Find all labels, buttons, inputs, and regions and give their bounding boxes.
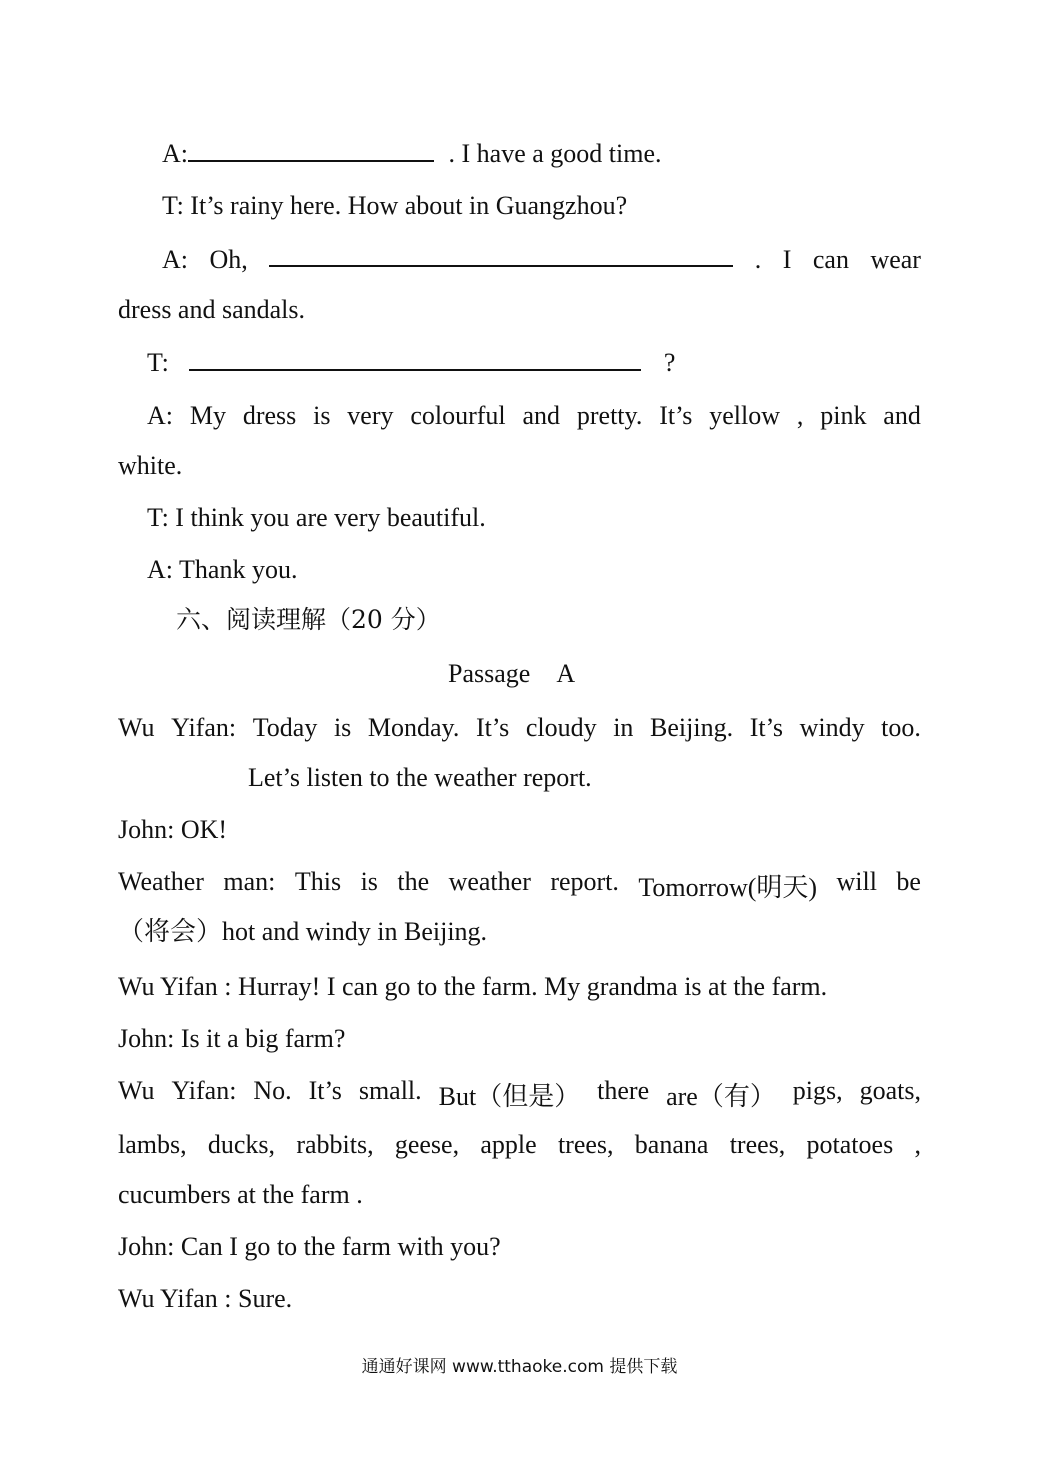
word: weather	[448, 867, 531, 896]
word: too.	[881, 713, 921, 742]
word: Beijing.	[650, 713, 734, 742]
word: Today	[252, 713, 318, 742]
passage-line-1	[118, 713, 921, 743]
word: Yifan:	[171, 1076, 237, 1105]
word: apple	[480, 1130, 537, 1159]
passage-line-7: John: Can I go to the farm with you?	[118, 1232, 501, 1261]
word: A:	[162, 245, 188, 274]
word: colourful	[410, 401, 506, 430]
word: .	[754, 245, 762, 274]
dialogue-line-7: A: Thank you.	[147, 555, 298, 584]
word: It’s	[308, 1076, 342, 1105]
passage-line-3	[118, 867, 921, 904]
word: Yifan:	[171, 713, 237, 742]
word: trees,	[729, 1130, 786, 1159]
passage-line-6-continued: cucumbers at the farm .	[118, 1180, 363, 1209]
word: small.	[358, 1076, 422, 1105]
dialogue-line-1	[162, 140, 662, 167]
word: Wu	[118, 713, 155, 742]
word: will	[836, 867, 877, 896]
passage-line-8: Wu Yifan : Sure.	[118, 1284, 293, 1313]
dialogue-line-4	[147, 349, 675, 376]
passage-line-6	[118, 1076, 921, 1113]
word: pigs,	[792, 1076, 843, 1105]
word: lambs,	[118, 1130, 187, 1159]
word: ,	[914, 1130, 921, 1159]
speaker-label: A:	[162, 139, 188, 168]
word: It’s	[475, 713, 510, 742]
dialogue-line-2: T: It’s rainy here. How about in Guangzhou?	[162, 191, 628, 220]
word: cloudy	[525, 713, 597, 742]
word: are（有）	[666, 1082, 776, 1111]
line-text: . I have a good time.	[448, 139, 662, 168]
line-text: ?	[663, 348, 676, 377]
word: trees,	[557, 1130, 614, 1159]
answer-blank[interactable]	[189, 349, 641, 371]
word: report.	[550, 867, 619, 896]
word: Monday.	[367, 713, 460, 742]
dialogue-line-5-continued: white.	[118, 451, 183, 480]
word: be	[896, 867, 921, 896]
word: pink	[820, 401, 867, 430]
word: windy	[799, 713, 865, 742]
passage-line-3-continued: （将会）hot and windy in Beijing.	[118, 917, 488, 946]
word: geese,	[394, 1130, 460, 1159]
answer-blank[interactable]	[269, 245, 733, 267]
speaker-label: T:	[147, 348, 169, 377]
word: in	[613, 713, 634, 742]
passage-line-6b	[118, 1130, 921, 1160]
dialogue-line-6: T: I think you are very beautiful.	[147, 503, 486, 532]
passage-line-1-continued: Let’s listen to the weather report.	[248, 763, 592, 792]
page-footer: 通通好课网 www.tthaoke.com 提供下载	[361, 1357, 678, 1377]
word: is	[360, 867, 378, 896]
passage-line-2: John: OK!	[118, 815, 228, 844]
word: Wu	[118, 1076, 155, 1105]
dialogue-line-3	[162, 245, 921, 275]
word: banana	[634, 1130, 709, 1159]
word: Oh,	[209, 245, 248, 274]
word: But（但是）	[438, 1082, 581, 1111]
passage-line-4: Wu Yifan : Hurray! I can go to the farm. My grandma is at the farm.	[118, 972, 828, 1001]
word: and	[883, 401, 921, 430]
word: man:	[223, 867, 276, 896]
word: dress	[242, 401, 297, 430]
word: It’s	[749, 713, 783, 742]
passage-line-5: John: Is it a big farm?	[118, 1024, 346, 1053]
word: My	[189, 401, 226, 430]
word: pretty.	[576, 401, 643, 430]
word: is	[313, 401, 331, 430]
word: is	[333, 713, 352, 742]
word: ducks,	[207, 1130, 276, 1159]
answer-blank[interactable]	[188, 140, 434, 162]
word: I	[782, 245, 792, 274]
word: A:	[147, 401, 173, 430]
word: and	[522, 401, 561, 430]
dialogue-line-5	[147, 401, 921, 431]
word: It’s	[659, 401, 693, 430]
word: Weather	[118, 867, 204, 896]
word: No.	[253, 1076, 292, 1105]
word: can	[812, 245, 849, 274]
section-heading: 六、阅读理解（20 分）	[176, 605, 441, 634]
dialogue-line-3-continued: dress and sandals.	[118, 295, 306, 324]
word: ,	[796, 401, 804, 430]
word: there	[597, 1076, 650, 1105]
word: goats,	[859, 1076, 921, 1105]
word: This	[294, 867, 342, 896]
word: the	[397, 867, 430, 896]
word: potatoes	[806, 1130, 894, 1159]
word: rabbits,	[296, 1130, 374, 1159]
word: yellow	[709, 401, 781, 430]
word: wear	[870, 245, 921, 274]
passage-title: Passage A	[448, 659, 576, 688]
word: very	[347, 401, 394, 430]
word: Tomorrow(明天)	[638, 873, 818, 902]
